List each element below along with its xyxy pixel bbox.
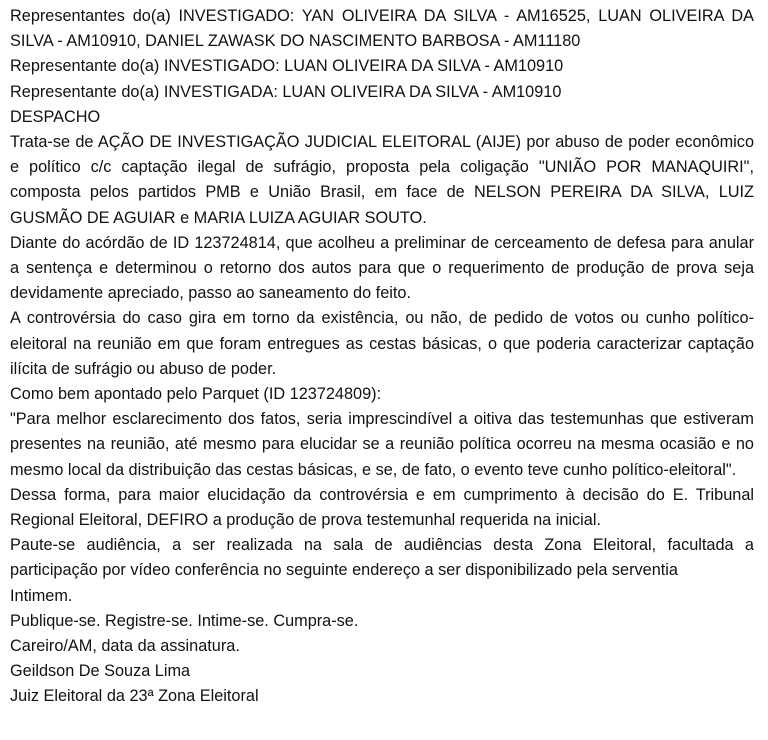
document-heading: DESPACHO <box>10 107 101 126</box>
closing-formula: Publique-se. Registre-se. Intime-se. Cumpra-se. <box>10 611 359 630</box>
paragraph-quotation: "Para melhor esclarecimento dos fatos, seria imprescindível a oitiva das testemunhas que estiveram presentes na reunião, até mesmo para elucidar se a reunião política ocorreu na mesma ocasião e no mesmo local da distribuição das cestas básicas, e se, de fato, o evento teve cunho político-eleitoral". <box>10 410 754 479</box>
representative-line-2: Representante do(a) INVESTIGADO: LUAN OLIVEIRA DA SILVA - AM10910 <box>10 57 564 76</box>
document-body <box>10 4 754 710</box>
paragraph-hearing: Paute-se audiência, a ser realizada na sala de audiências desta Zona Eleitoral, facultada a participação por vídeo conferência no seguinte endereço a ser disponibilizado pela serventia <box>10 536 754 580</box>
paragraph-case-summary: Trata-se de AÇÃO DE INVESTIGAÇÃO JUDICIAL ELEITORAL (AIJE) por abuso de poder econômico e político c/c captação ilegal de sufrágio, proposta pela coligação "UNIÃO POR MANAQUIRI", composta pelos partidos PMB e União Brasil, em face de NELSON PEREIRA DA SILVA, LUIZ GUSMÃO DE AGUIAR e MARIA LUIZA AGUIAR SOUTO. <box>10 133 754 227</box>
paragraph-controversy: A controvérsia do caso gira em torno da existência, ou não, de pedido de votos ou cunho político-eleitoral na reunião em que foram entregues as cestas básicas, o que poderia caracterizar captação ilícita de sufrágio ou abuso de poder. <box>10 309 754 378</box>
representatives-line-1: Representantes do(a) INVESTIGADO: YAN OLIVEIRA DA SILVA - AM16525, LUAN OLIVEIRA DA SILVA - AM10910, DANIEL ZAWASK DO NASCIMENTO BARBOSA - AM11180 <box>10 7 754 51</box>
paragraph-ruling-reference: Diante do acórdão de ID 123724814, que acolheu a preliminar de cerceamento de defesa para anular a sentença e determinou o retorno dos autos para que o requerimento de produção de prova seja devidamente apreciado, passo ao saneamento do feito. <box>10 233 754 303</box>
paragraph-parquet-intro: Como bem apontado pelo Parquet (ID 123724809): <box>10 385 382 404</box>
paragraph-intimation: Intimem. <box>10 586 73 605</box>
representative-line-3: Representante do(a) INVESTIGADA: LUAN OLIVEIRA DA SILVA - AM10910 <box>10 82 562 101</box>
paragraph-decision: Dessa forma, para maior elucidação da controvérsia e em cumprimento à decisão do E. Tribunal Regional Eleitoral, DEFIRO a produção de prova testemunhal requerida na inicial. <box>10 485 754 530</box>
place-and-date: Careiro/AM, data da assinatura. <box>10 637 240 656</box>
signer-name: Geildson De Souza Lima <box>10 662 191 681</box>
signer-title: Juiz Eleitoral da 23ª Zona Eleitoral <box>10 687 259 706</box>
